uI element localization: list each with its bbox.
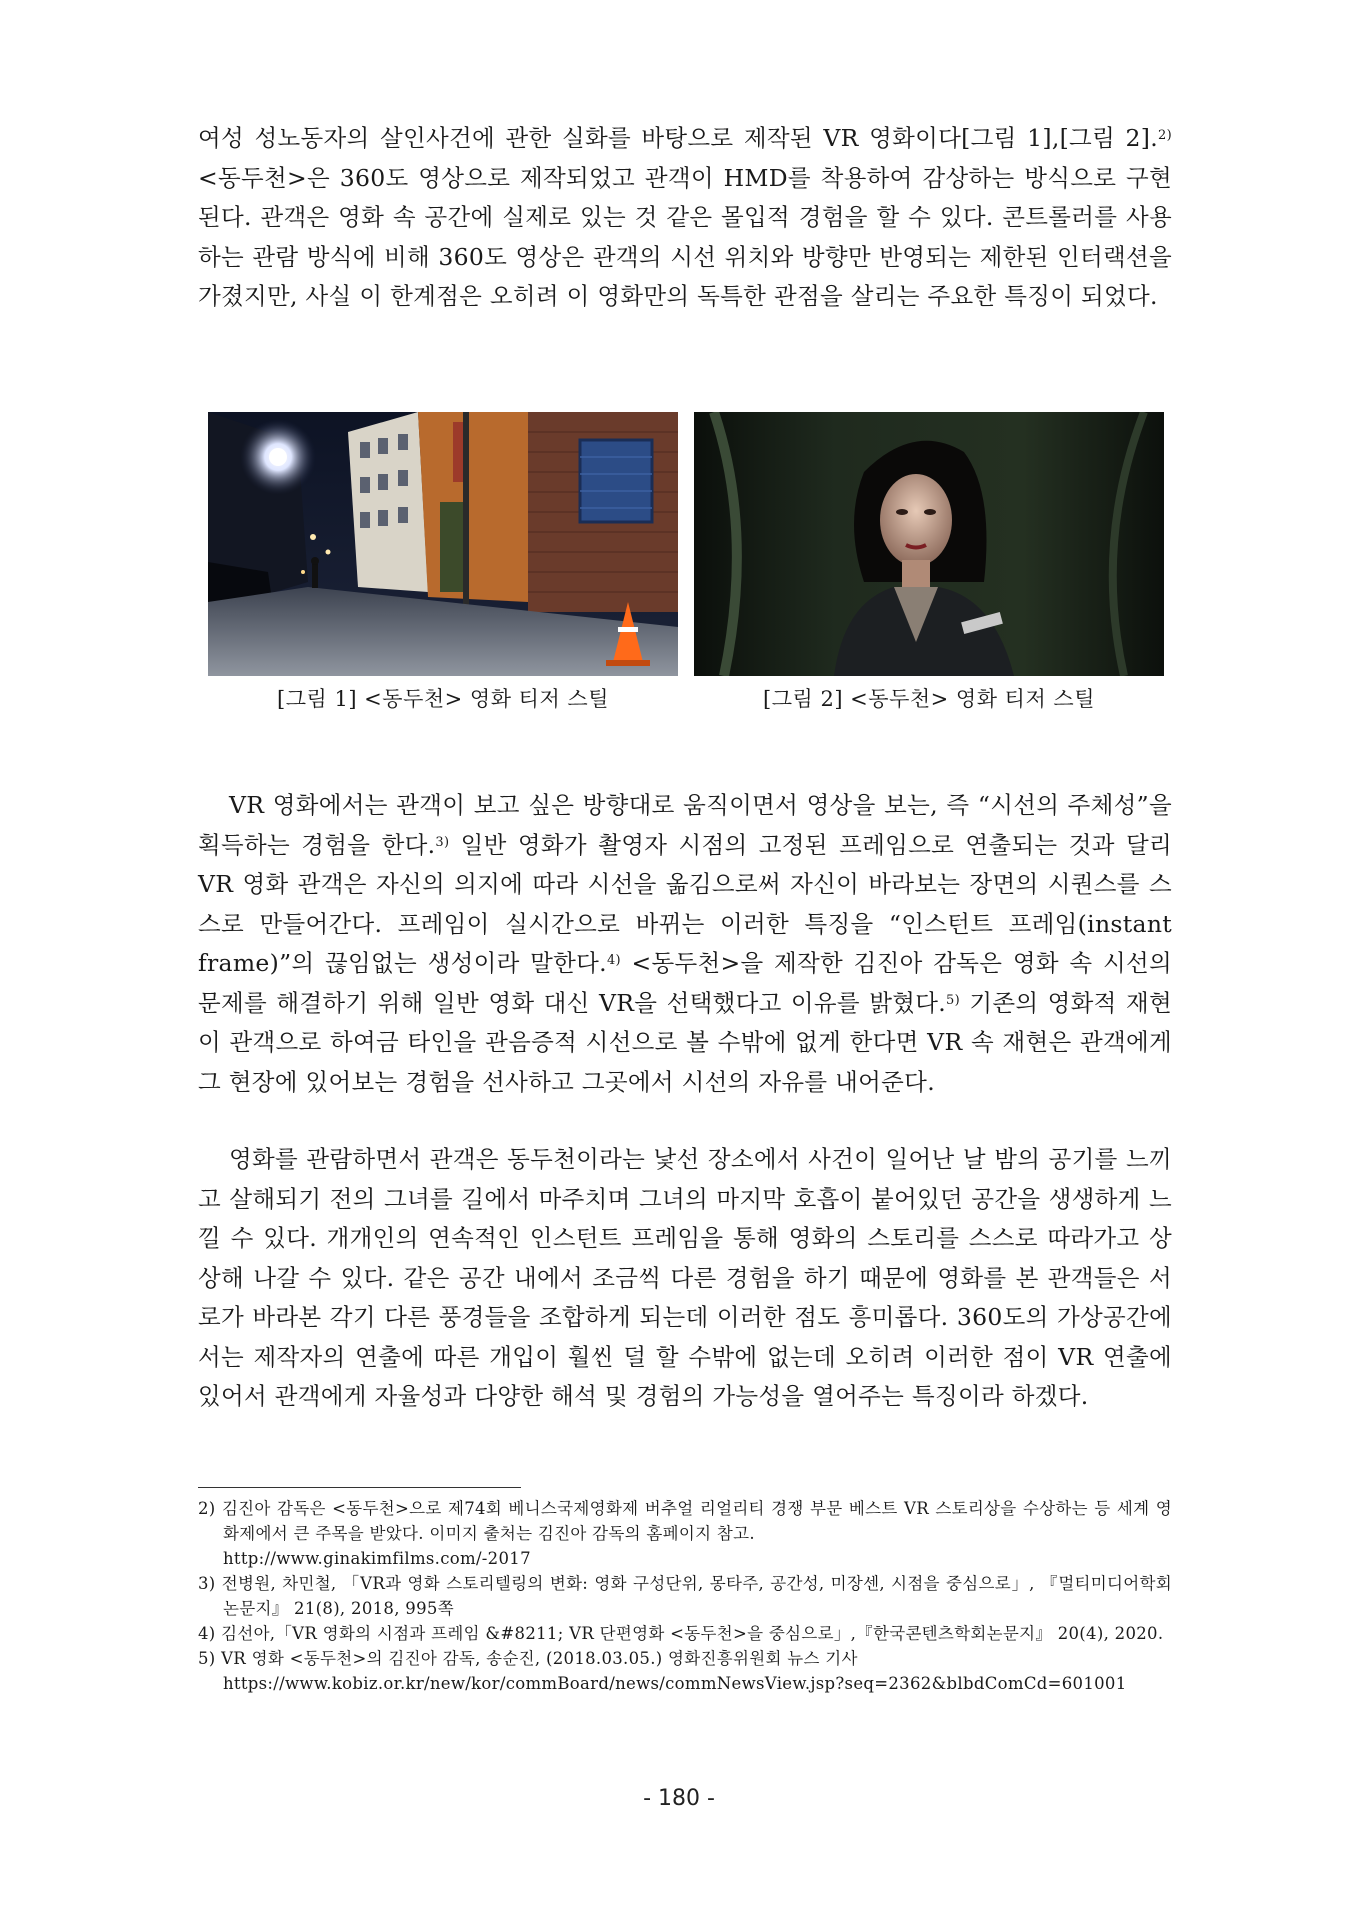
footnote-number: 5) — [198, 1649, 216, 1668]
footnote-ref-5[interactable]: 5) — [946, 992, 960, 1008]
p2-text-d: 기존의 영화적 재현이 관객으로 하여금 타인을 관음증적 시선으로 볼 수밖에 없게 한다면 VR 속 재현은 관객에게 그 현장에 있어보는 경험을 선사하고 그곳에서 시선의 자유를 내어준다. — [198, 988, 1172, 1096]
footnote-ref-4[interactable]: 4) — [606, 953, 621, 968]
footnote-url[interactable]: http://www.ginakimfilms.com/-2017 — [223, 1549, 531, 1568]
footnote-number: 2) — [198, 1499, 216, 1518]
body-paragraph-2 — [198, 786, 1172, 1102]
figure-1-caption: [그림 1] <동두천> 영화 티저 스틸 — [277, 687, 609, 711]
footnote-5 — [198, 1646, 1172, 1696]
figure-2-portrait-scene — [694, 412, 1164, 676]
p2-text-a: VR 영화에서는 관객이 보고 싶은 방향대로 움직이면서 영상을 보는, 즉 “시선의 주체성”을 획득하는 경험을 한다. — [198, 791, 1172, 859]
footnote-text: 전병원, 차민철, 「VR과 영화 스토리텔링의 변화: 영화 구성단위, 몽타주, 공간성, 미장센, 시점을 중심으로」, 『멀티미디어학회논문지』 21(8), 2018, 995쪽 — [221, 1574, 1172, 1618]
p2-text-c: <동두천>을 제작한 김진아 감독은 영화 속 시선의 문제를 해결하기 위해 일반 영화 대신 VR을 선택했다고 이유를 밝혔다. — [198, 949, 1172, 1017]
footnote-url[interactable]: https://www.kobiz.or.kr/new/kor/commBoard/news/commNewsView.jsp?seq=2362&blbdComCd=601001 — [223, 1674, 1127, 1693]
p2-text-b: 일반 영화가 촬영자 시점의 고정된 프레임으로 연출되는 것과 달리 VR 영화 관객은 자신의 의지에 따라 시선을 옮김으로써 자신이 바라보는 장면의 시퀀스를 스스로 만들어간다. 프레임이 실시간으로 바뀌는 이러한 특징을 “인스턴트 프레임(instant frame)”의 끊임없는 생성이라 말한다. — [198, 830, 1172, 977]
figure-1-image — [208, 412, 678, 676]
footnote-text: 김진아 감독은 <동두천>으로 제74회 베니스국제영화제 버추얼 리얼리티 경쟁 부문 베스트 VR 스토리상을 수상하는 등 세계 영화제에서 큰 주목을 받았다. 이미지 출처는 김진아 감독의 홈페이지 참고. — [221, 1499, 1172, 1543]
intro-text-cont: <동두천>은 360도 영상으로 제작되었고 관객이 HMD를 착용하여 감상하는 방식으로 구현된다. 관객은 영화 속 공간에 실제로 있는 것 같은 몰입적 경험을 할 수 있다. 콘트롤러를 사용하는 관람 방식에 비해 360도 영상은 관객의 시선 위치와 방향만 반영되는 제한된 인터랙션을 가졌지만, 사실 이 한계점은 오히려 이 영화만의 독특한 관점을 살리는 주요한 특징이 되었다. — [198, 163, 1172, 310]
figure-1-street-scene — [208, 412, 678, 676]
body-paragraph-3: 영화를 관람하면서 관객은 동두천이라는 낯선 장소에서 사건이 일어난 날 밤의 공기를 느끼고 살해되기 전의 그녀를 길에서 마주치며 그녀의 마지막 호흡이 붙어있던 공간을 생생하게 느낄 수 있다. 개개인의 연속적인 인스턴트 프레임을 통해 영화의 스토리를 스스로 따라가고 상상해 나갈 수 있다. 같은 공간 내에서 조금씩 다른 경험을 하기 때문에 영화를 본 관객들은 서로가 바라본 각기 다른 풍경들을 조합하게 되는데 이러한 점도 흥미롭다. 360도의 가상공간에서는 제작자의 연출에 따른 개입이 훨씬 덜 할 수밖에 없는데 오히려 이러한 점이 VR 연출에 있어서 관객에게 자율성과 다양한 해석 및 경험의 가능성을 열어주는 특징이라 하겠다. — [198, 1145, 1172, 1410]
footnote-list — [198, 1496, 1172, 1696]
footnote-ref-3[interactable]: 3) — [435, 834, 450, 850]
footnote-2 — [198, 1496, 1172, 1571]
footnote-3 — [198, 1571, 1172, 1621]
footnote-number: 4) — [198, 1624, 216, 1643]
footnote-divider — [198, 1487, 521, 1488]
footnote-ref-2[interactable]: 2) — [1158, 128, 1172, 143]
figure-2-caption: [그림 2] <동두천> 영화 티저 스틸 — [763, 687, 1095, 711]
footnote-number: 3) — [198, 1574, 216, 1593]
footnote-text: VR 영화 <동두천>의 김진아 감독, 송순진, (2018.03.05.) 영화진흥위원회 뉴스 기사 — [221, 1649, 858, 1668]
figure-2-image — [694, 412, 1164, 676]
page-number: - 180 - — [643, 1786, 715, 1811]
footnote-text: 김선아,「VR 영화의 시점과 프레임 &#8211; VR 단편영화 <동두천>을 중심으로」,『한국콘텐츠학회논문지』 20(4), 2020. — [221, 1624, 1164, 1643]
footnote-4 — [198, 1621, 1172, 1646]
intro-paragraph — [198, 119, 1172, 317]
intro-text: 여성 성노동자의 살인사건에 관한 실화를 바탕으로 제작된 VR 영화이다[그림 1],[그림 2]. — [198, 124, 1159, 152]
